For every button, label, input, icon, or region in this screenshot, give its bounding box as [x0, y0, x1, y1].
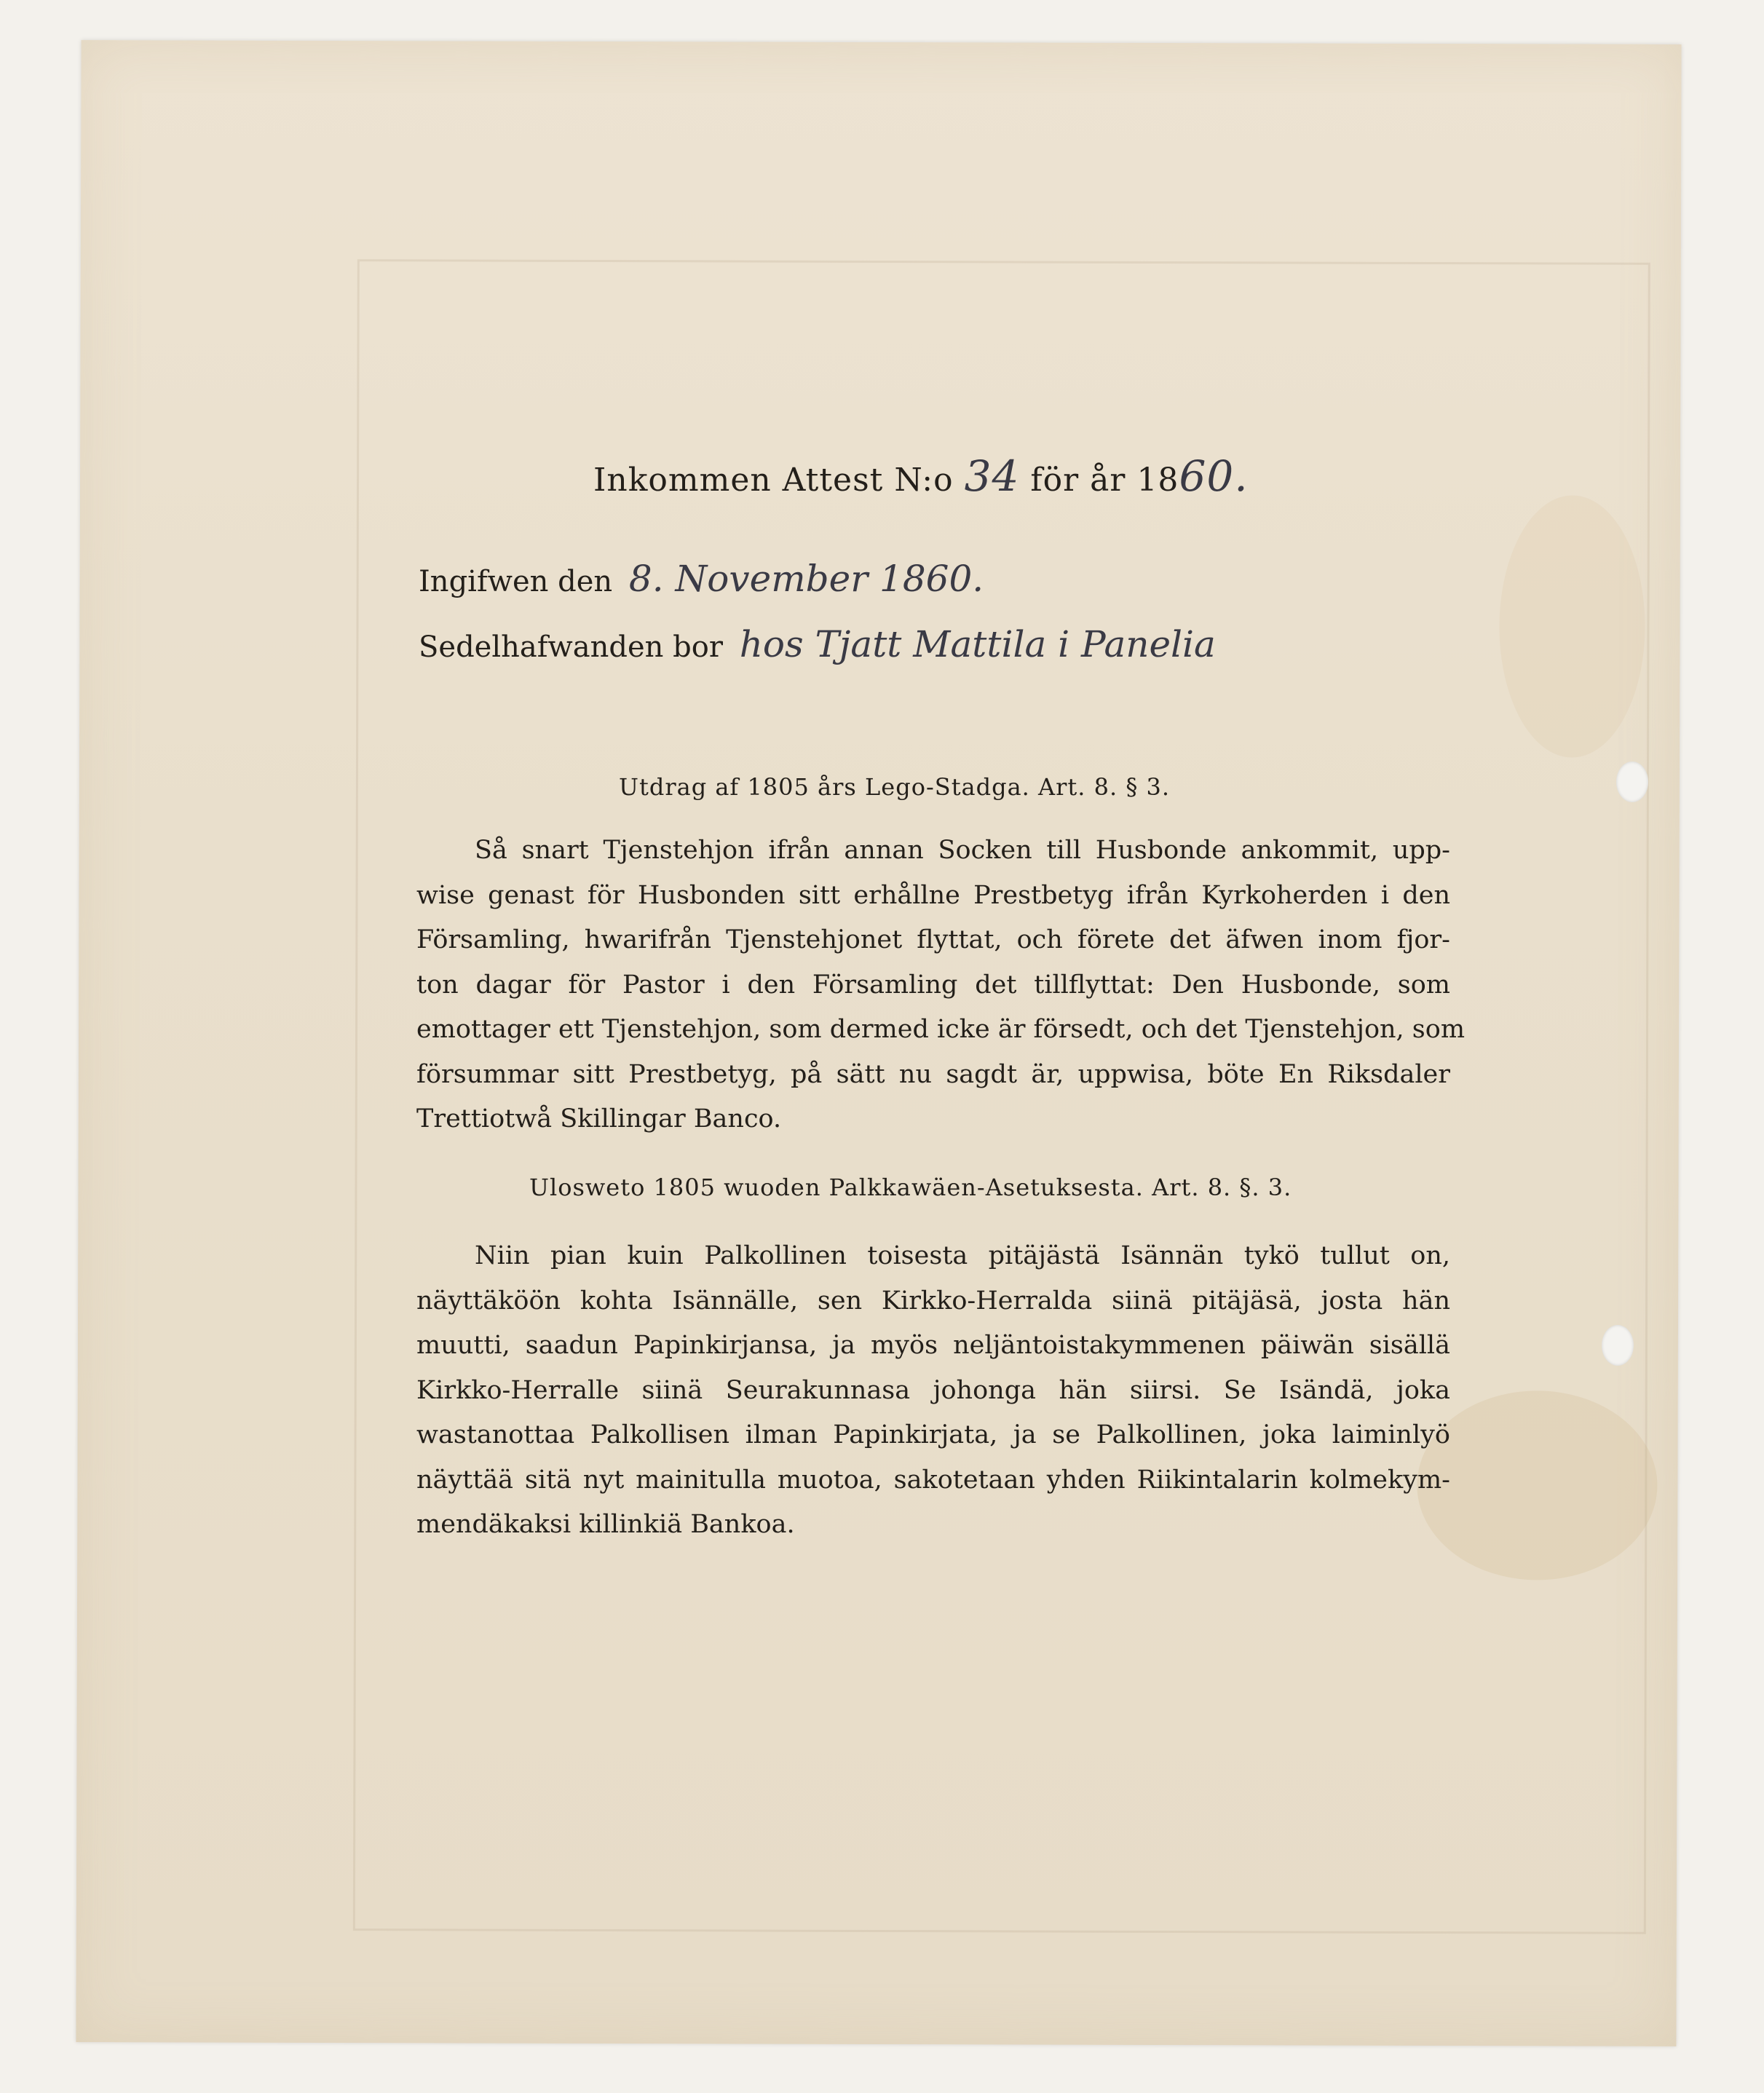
document-title	[593, 451, 1249, 501]
title-prefix: Inkommen Attest N:o	[593, 462, 954, 499]
holder-residence-label: Sedelhafwanden bor	[419, 630, 723, 664]
water-stain	[1417, 1390, 1658, 1580]
year-label: för år 18	[1030, 462, 1179, 499]
text-line: mendäkaksi killinkiä Bankoa.	[416, 1510, 795, 1539]
swedish-heading: Utdrag af 1805 års Lego-Stadga. Art. 8. § 3.	[619, 773, 1171, 801]
attest-number: 34	[964, 451, 1020, 501]
punch-hole	[1616, 761, 1648, 802]
swedish-paragraph	[416, 828, 1466, 1142]
text-line: försummar sitt Prestbetyg, på sätt nu sagdt är, uppwisa, böte En Riksdaler	[416, 1059, 1450, 1089]
finnish-paragraph	[416, 1234, 1450, 1548]
text-line: Församling, hwarifrån Tjenstehjonet flyttat, och förete det äfwen inom fjor-	[416, 925, 1450, 954]
holder-residence-value: hos Tjatt Mattila i Panelia	[739, 623, 1216, 665]
water-stain	[1499, 495, 1645, 758]
text-line: Trettiotwå Skillingar Banco.	[416, 1104, 782, 1133]
text-line: emottager ett Tjenstehjon, som dermed icke är försedt, och det Tjenstehjon, som	[416, 1015, 1466, 1044]
text-line: näyttäköön kohta Isännälle, sen Kirkko-Herralda siinä pitäjäsä, josta hän	[416, 1286, 1450, 1315]
text-line: näyttää sitä nyt mainitulla muotoa, sakotetaan yhden Riikintalarin kolmekym-	[416, 1465, 1450, 1495]
text-line: Så snart Tjenstehjon ifrån annan Socken till Husbonde ankommit, upp-	[475, 836, 1450, 865]
text-line: muutti, saadun Papinkirjansa, ja myös neljäntoistakymmenen päiwän sisällä	[416, 1331, 1450, 1360]
submitted-date-value: 8. November 1860.	[628, 558, 984, 600]
submitted-date-label: Ingifwen den	[419, 565, 613, 598]
submitted-date-row	[419, 558, 984, 600]
text-line: Kirkko-Herralle siinä Seurakunnasa johonga hän siirsi. Se Isändä, joka	[416, 1375, 1450, 1405]
punch-hole	[1602, 1325, 1634, 1366]
text-line: ton dagar för Pastor i den Församling det tillflyttat: Den Husbonde, som	[416, 970, 1450, 1000]
holder-residence-row	[419, 623, 1216, 665]
year-handwritten: 60.	[1179, 451, 1249, 501]
text-line: wise genast för Husbonden sitt erhållne Prestbetyg ifrån Kyrkoherden i den	[416, 880, 1450, 910]
finnish-heading: Ulosweto 1805 wuoden Palkkawäen-Asetuksesta. Art. 8. §. 3.	[529, 1174, 1292, 1201]
text-line: wastanottaa Palkollisen ilman Papinkirjata, ja se Palkollinen, joka laiminlyö	[416, 1420, 1450, 1449]
text-line: Niin pian kuin Palkollinen toisesta pitäjästä Isännän tykö tullut on,	[475, 1241, 1450, 1270]
